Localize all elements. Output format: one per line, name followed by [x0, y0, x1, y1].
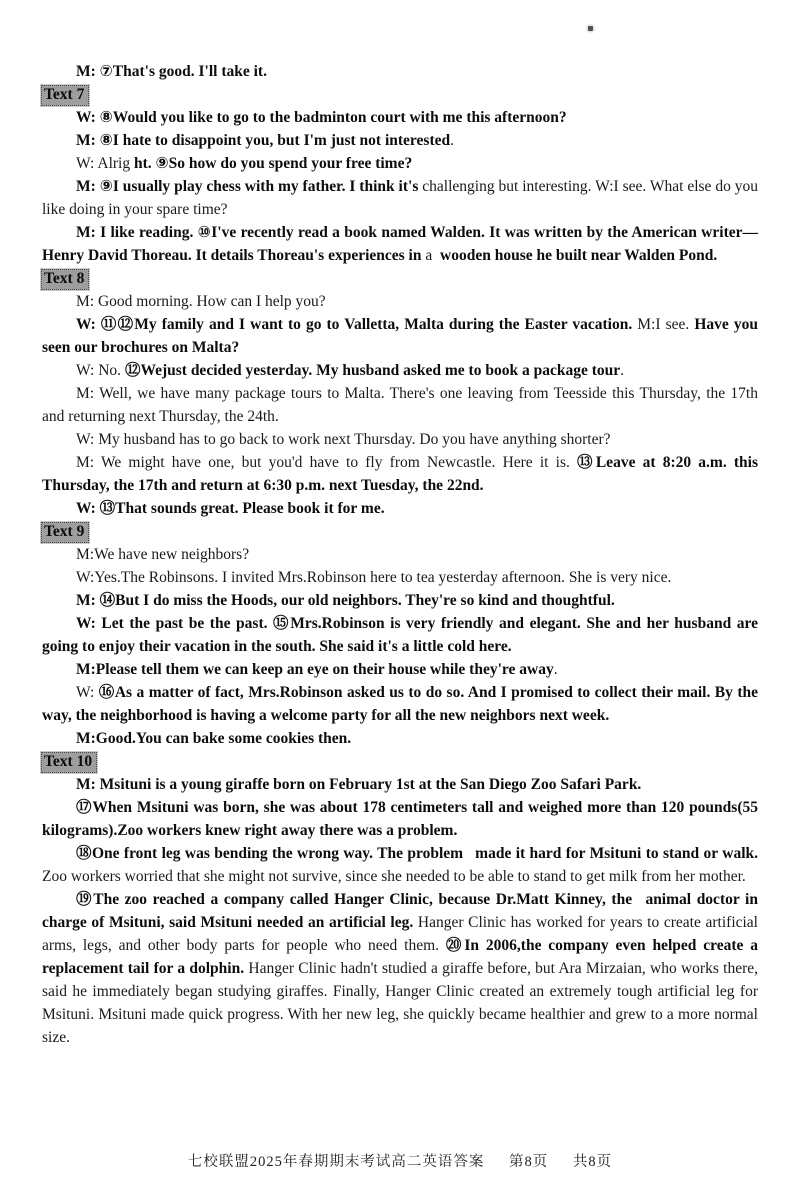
- text-segment: M: ⑭But I do miss the Hoods, our old neighbors. They're so kind and thoughtful.: [76, 592, 615, 609]
- section-label-line: [41, 520, 758, 543]
- paragraph: [42, 428, 758, 451]
- footer-page-number: 第8页: [509, 1154, 549, 1170]
- text-segment: .: [620, 362, 624, 379]
- paragraph: [42, 888, 758, 1049]
- text-segment: ⑰When Msituni was born, she was about 178 centimeters tall and weighed more than 120 pounds(55 kilograms).Zoo workers knew right away there was a problem.: [42, 799, 758, 839]
- section-label: Text 10: [41, 752, 97, 773]
- footer-exam-title: 七校联盟2025年春期期末考试高二英语答案: [187, 1154, 485, 1170]
- text-segment: M:Good.You can bake some cookies then.: [76, 730, 352, 747]
- paragraph: [42, 129, 758, 152]
- text-segment: a: [421, 247, 441, 264]
- paragraph: [42, 727, 758, 750]
- text-segment: Hanger Clinic has worked for years to create artificial arms, legs, and other body parts for people who need them.: [42, 914, 758, 954]
- text-segment: M:Please tell them we can keep an eye on their house while they're away: [76, 661, 554, 678]
- text-segment: .: [553, 661, 558, 678]
- text-segment: M: We might have one, but you'd have to fly from Newcastle. Here it is.: [76, 454, 578, 471]
- text-segment: M: ⑧I hate to disappoint you, but I'm just not interested: [76, 132, 451, 149]
- section-label-line: [41, 83, 758, 106]
- paragraph: [42, 152, 758, 175]
- text-segment: M:We have new neighbors?: [76, 546, 250, 563]
- paragraph: [42, 60, 758, 83]
- paragraph: [42, 221, 758, 267]
- text-segment: ⑱One front leg was bending the wrong way. The problem made it hard for Msituni to stand or walk.: [76, 845, 758, 862]
- section-label-line: [41, 267, 758, 290]
- paragraph: [42, 313, 758, 359]
- text-segment: W:Yes.The Robinsons. I invited Mrs.Robinson here to tea yesterday afternoon. She is very nice.: [76, 569, 672, 586]
- text-segment: ⑫Wejust decided yesterday. My husband asked me to book a package tour: [124, 362, 621, 379]
- paragraph: [42, 773, 758, 796]
- text-segment: W: Alrig: [76, 155, 134, 172]
- text-segment: Zoo workers worried that she might not survive, since she needed to be able to stand to get milk from her mother.: [42, 868, 746, 885]
- text-segment: M: Msituni is a young giraffe born on February 1st at the San Diego Zoo Safari Park.: [76, 776, 642, 793]
- paragraph: [42, 842, 758, 888]
- text-segment: .: [450, 132, 454, 149]
- section-label: Text 8: [41, 269, 89, 290]
- text-segment: ht. ⑨So how do you spend your free time?: [133, 155, 413, 172]
- paragraph: [42, 612, 758, 658]
- paragraph: [42, 106, 758, 129]
- text-segment: ⑬Leave at 8:20 a.m. this Thursday, the 17th and return at 6:30 p.m. next Tuesday, the 22nd.: [42, 454, 759, 494]
- scan-artifact-dot: [588, 26, 593, 31]
- footer-total-pages: 共8页: [572, 1154, 613, 1170]
- paragraph: [42, 451, 758, 497]
- text-segment: ⑳In 2006,the company even helped create a replacement tail for a dolphin.: [42, 937, 758, 977]
- section-label: Text 9: [41, 522, 89, 543]
- text-segment: W:: [76, 684, 99, 701]
- text-segment: Hanger Clinic hadn't studied a giraffe before, but Ara Mirzaian, who works there, said he immediately began studying giraffes. Finally, Hanger Clinic created an extremely tough artificial leg for Msituni. Msituni made quick progress. With her new leg, she quickly became healthier and grew to a more normal size.: [42, 960, 758, 1046]
- text-segment: W: My husband has to go back to work next Thursday. Do you have anything shorter?: [76, 431, 611, 448]
- paragraph: [42, 681, 758, 727]
- text-segment: M:I see.: [632, 316, 695, 333]
- document-body: [42, 60, 758, 1049]
- text-segment: challenging but interesting. W:I see. What else do you like doing in your spare time?: [42, 178, 759, 218]
- text-segment: M: Well, we have many package tours to Malta. There's one leaving from Teesside this Thursday, the 17th and returning next Thursday, the 24th.: [42, 385, 758, 425]
- text-segment: ⑯As a matter of fact, Mrs.Robinson asked us to do so. And I promised to collect their mail. By the way, the neighborhood is having a welcome party for all the new neighbors next week.: [42, 684, 758, 724]
- paragraph: [42, 359, 758, 382]
- paragraph: [42, 175, 758, 221]
- text-segment: W: Let the past be the past. ⑮Mrs.Robinson is very friendly and elegant. She and her husband are going to enjoy their vacation in the south. She said it's a little cold here.: [42, 615, 758, 655]
- text-segment: Have you seen our brochures on Malta?: [42, 316, 758, 356]
- text-segment: W: ⑪⑫My family and I want to go to Valletta, Malta during the Easter vacation.: [76, 316, 633, 333]
- paragraph: [42, 382, 758, 428]
- text-segment: W: ⑧Would you like to go to the badminton court with me this afternoon?: [76, 109, 567, 126]
- text-segment: M: I like reading. ⑩I've recently read a book named Walden. It was written by the American writer—Henry David Thoreau. It details Thoreau's experiences in: [42, 224, 758, 264]
- text-segment: wooden house he built near Walden Pond.: [440, 247, 718, 264]
- paragraph: [42, 658, 758, 681]
- page-footer: [0, 1150, 800, 1171]
- text-segment: M: ⑦That's good. I'll take it.: [76, 63, 267, 80]
- text-segment: W: ⑬That sounds great. Please book it for me.: [76, 500, 385, 517]
- section-label: Text 7: [41, 85, 89, 106]
- paragraph: [42, 497, 758, 520]
- section-label-line: [41, 750, 758, 773]
- text-segment: M: Good morning. How can I help you?: [76, 293, 326, 310]
- text-segment: W: No.: [76, 362, 125, 379]
- paragraph: [42, 566, 758, 589]
- paragraph: [42, 290, 758, 313]
- text-segment: ⑲The zoo reached a company called Hanger Clinic, because Dr.Matt Kinney, the animal doctor in charge of Msituni, said Msituni needed an artificial leg.: [42, 891, 758, 931]
- paragraph: [42, 796, 758, 842]
- text-segment: M: ⑨I usually play chess with my father. I think it's: [76, 178, 419, 195]
- paragraph: [42, 589, 758, 612]
- paragraph: [42, 543, 758, 566]
